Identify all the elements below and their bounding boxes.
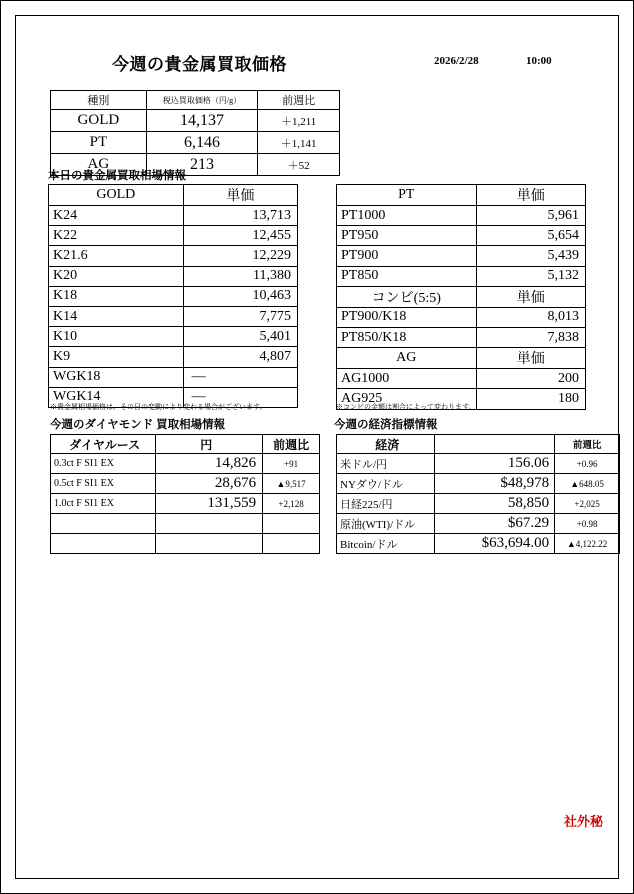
gold-header-name: GOLD: [49, 185, 184, 206]
diamond-header-yen: 円: [156, 435, 263, 454]
document-sheet: [15, 15, 619, 879]
diamond-spec-10ct: 1.0ct F SI1 EX: [51, 494, 156, 514]
gold-price-k24: 13,713: [183, 206, 297, 226]
combi-name-pt900k18: PT900/K18: [337, 307, 477, 327]
diamond-spec-03ct: 0.3ct F SI1 EX: [51, 454, 156, 474]
summary-price-ag: 213: [146, 154, 257, 176]
combi-price-pt900k18: 8,013: [476, 307, 585, 327]
economy-diff-nydow: ▲648.05: [555, 474, 620, 494]
economy-value-usdjpy: 156.06: [435, 454, 555, 474]
economy-diff-usdjpy: +0.96: [555, 454, 620, 474]
economy-table: [336, 434, 620, 554]
gold-price-k9: 4,807: [183, 347, 297, 367]
summary-price-pt: 6,146: [146, 132, 257, 154]
diamond-header-spec: ダイヤルース: [51, 435, 156, 454]
platinum-table: [336, 184, 586, 410]
table-row: [49, 327, 298, 347]
combi-name-pt850k18: PT850/K18: [337, 327, 477, 347]
diamond-yen-empty-2: [156, 534, 263, 554]
gold-table-wrapper: [48, 184, 298, 408]
combi-price-note: ※コンビの金額は割合によって変わります。: [336, 403, 476, 411]
table-row: [51, 474, 320, 494]
gold-name-wgk18: WGK18: [49, 367, 184, 387]
economy-value-nikkei225: 58,850: [435, 494, 555, 514]
summary-diff-pt: ＋1,141: [258, 132, 340, 154]
summary-header-price: 税込買取価格（円/g）: [146, 91, 257, 110]
table-row: [49, 347, 298, 367]
table-header-row: [51, 91, 340, 110]
diamond-spec-empty-2: [51, 534, 156, 554]
gold-header-price: 単価: [183, 185, 297, 206]
combi-header-price: 単価: [476, 286, 585, 307]
market-section-caption: 本日の貴金属買取相場情報: [48, 170, 186, 182]
pt-price-pt1000: 5,961: [476, 206, 585, 226]
diamond-diff-empty-2: [263, 534, 320, 554]
table-row: [337, 534, 620, 554]
platinum-table-wrapper: [336, 184, 586, 410]
gold-price-wgk18: —: [183, 367, 297, 387]
ag-name-ag1000: AG1000: [337, 369, 477, 389]
gold-name-k9: K9: [49, 347, 184, 367]
table-row: [51, 132, 340, 154]
diamond-diff-10ct: +2,128: [263, 494, 320, 514]
diamond-section-caption: 今週のダイヤモンド 買取相場情報: [50, 419, 226, 431]
economy-header-name: 経済: [337, 435, 435, 454]
diamond-yen-03ct: 14,826: [156, 454, 263, 474]
table-row: [49, 306, 298, 326]
table-row: [49, 206, 298, 226]
table-row: [49, 286, 298, 306]
economy-name-wti: 原油(WTI)/ドル: [337, 514, 435, 534]
gold-name-k18: K18: [49, 286, 184, 306]
pt-header-name: PT: [337, 185, 477, 206]
gold-table: [48, 184, 298, 408]
economy-value-nydow: $48,978: [435, 474, 555, 494]
gold-name-k22: K22: [49, 226, 184, 246]
table-row: [337, 474, 620, 494]
economy-diff-bitcoin: ▲4,122.22: [555, 534, 620, 554]
table-header-row: [337, 286, 586, 307]
page-title: 今週の貴金属買取価格: [112, 55, 287, 74]
table-row: [337, 226, 586, 246]
table-header-row: [337, 185, 586, 206]
summary-header-diff: 前週比: [258, 91, 340, 110]
gold-price-k22: 12,455: [183, 226, 297, 246]
gold-name-k216: K21.6: [49, 246, 184, 266]
ag-price-ag925: 180: [476, 389, 585, 409]
ag-name-ag925: AG925: [337, 389, 477, 409]
economy-diff-wti: +0.98: [555, 514, 620, 534]
table-row: [51, 534, 320, 554]
summary-kind-ag: AG: [51, 154, 147, 176]
table-row: [51, 454, 320, 474]
document-content: [34, 50, 608, 551]
economy-header-value: [435, 435, 555, 454]
economy-value-wti: $67.29: [435, 514, 555, 534]
pt-name-pt1000: PT1000: [337, 206, 477, 226]
gold-name-k10: K10: [49, 327, 184, 347]
table-row: [337, 514, 620, 534]
table-row: [51, 494, 320, 514]
gold-price-note: ※貴金属相場価格は、その日の変動により変わる場合がございます。: [50, 403, 267, 411]
table-header-row: [51, 435, 320, 454]
diamond-diff-03ct: +91: [263, 454, 320, 474]
pt-name-pt850: PT850: [337, 266, 477, 286]
diamond-diff-empty-1: [263, 514, 320, 534]
gold-price-k20: 11,380: [183, 266, 297, 286]
summary-price-gold: 14,137: [146, 110, 257, 132]
table-row: [337, 266, 586, 286]
table-row: [337, 454, 620, 474]
pt-price-pt900: 5,439: [476, 246, 585, 266]
summary-diff-ag: ＋52: [258, 154, 340, 176]
pt-price-pt950: 5,654: [476, 226, 585, 246]
gold-price-k18: 10,463: [183, 286, 297, 306]
table-row: [51, 110, 340, 132]
diamond-table: [50, 434, 320, 554]
table-row: [337, 369, 586, 389]
table-row: [337, 206, 586, 226]
summary-diff-gold: ＋1,211: [258, 110, 340, 132]
gold-name-k24: K24: [49, 206, 184, 226]
economy-section-caption: 今週の経済指標情報: [334, 419, 438, 431]
table-row: [49, 266, 298, 286]
table-row: [337, 327, 586, 347]
table-row: [49, 246, 298, 266]
diamond-yen-empty-1: [156, 514, 263, 534]
table-row: [51, 514, 320, 534]
pt-name-pt950: PT950: [337, 226, 477, 246]
report-time: 10:00: [526, 55, 552, 67]
economy-name-nikkei225: 日経225/円: [337, 494, 435, 514]
diamond-table-wrapper: [50, 434, 320, 554]
gold-name-k14: K14: [49, 306, 184, 326]
combi-price-pt850k18: 7,838: [476, 327, 585, 347]
gold-price-k10: 5,401: [183, 327, 297, 347]
table-header-row: [337, 435, 620, 454]
economy-name-nydow: NYダウ/ドル: [337, 474, 435, 494]
report-date: 2026/2/28: [434, 55, 479, 67]
pt-name-pt900: PT900: [337, 246, 477, 266]
table-header-row: [49, 185, 298, 206]
pt-price-pt850: 5,132: [476, 266, 585, 286]
economy-name-bitcoin: Bitcoin/ドル: [337, 534, 435, 554]
ag-header-price: 単価: [476, 348, 585, 369]
gold-price-k216: 12,229: [183, 246, 297, 266]
summary-header-kind: 種別: [51, 91, 147, 110]
combi-header-name: コンビ(5:5): [337, 286, 477, 307]
diamond-spec-empty-1: [51, 514, 156, 534]
table-row: [49, 226, 298, 246]
diamond-header-diff: 前週比: [263, 435, 320, 454]
diamond-diff-05ct: ▲9,517: [263, 474, 320, 494]
economy-diff-nikkei225: +2,025: [555, 494, 620, 514]
diamond-yen-05ct: 28,676: [156, 474, 263, 494]
table-row: [337, 246, 586, 266]
gold-name-wgk14: WGK14: [49, 387, 184, 407]
header: [34, 50, 602, 80]
summary-table: [50, 90, 340, 176]
table-header-row: [337, 348, 586, 369]
economy-header-diff: 前週比: [555, 435, 620, 454]
gold-name-k20: K20: [49, 266, 184, 286]
summary-kind-gold: GOLD: [51, 110, 147, 132]
economy-name-usdjpy: 米ドル/円: [337, 454, 435, 474]
summary-table-wrapper: [50, 90, 340, 176]
table-row: [49, 367, 298, 387]
economy-table-wrapper: [336, 434, 620, 554]
gold-price-wgk14: —: [183, 387, 297, 407]
diamond-yen-10ct: 131,559: [156, 494, 263, 514]
ag-price-ag1000: 200: [476, 369, 585, 389]
ag-header-name: AG: [337, 348, 477, 369]
gold-price-k14: 7,775: [183, 306, 297, 326]
economy-value-bitcoin: $63,694.00: [435, 534, 555, 554]
confidential-stamp: 社外秘: [564, 814, 604, 829]
summary-kind-pt: PT: [51, 132, 147, 154]
pt-header-price: 単価: [476, 185, 585, 206]
table-row: [337, 307, 586, 327]
diamond-spec-05ct: 0.5ct F SI1 EX: [51, 474, 156, 494]
table-row: [337, 494, 620, 514]
